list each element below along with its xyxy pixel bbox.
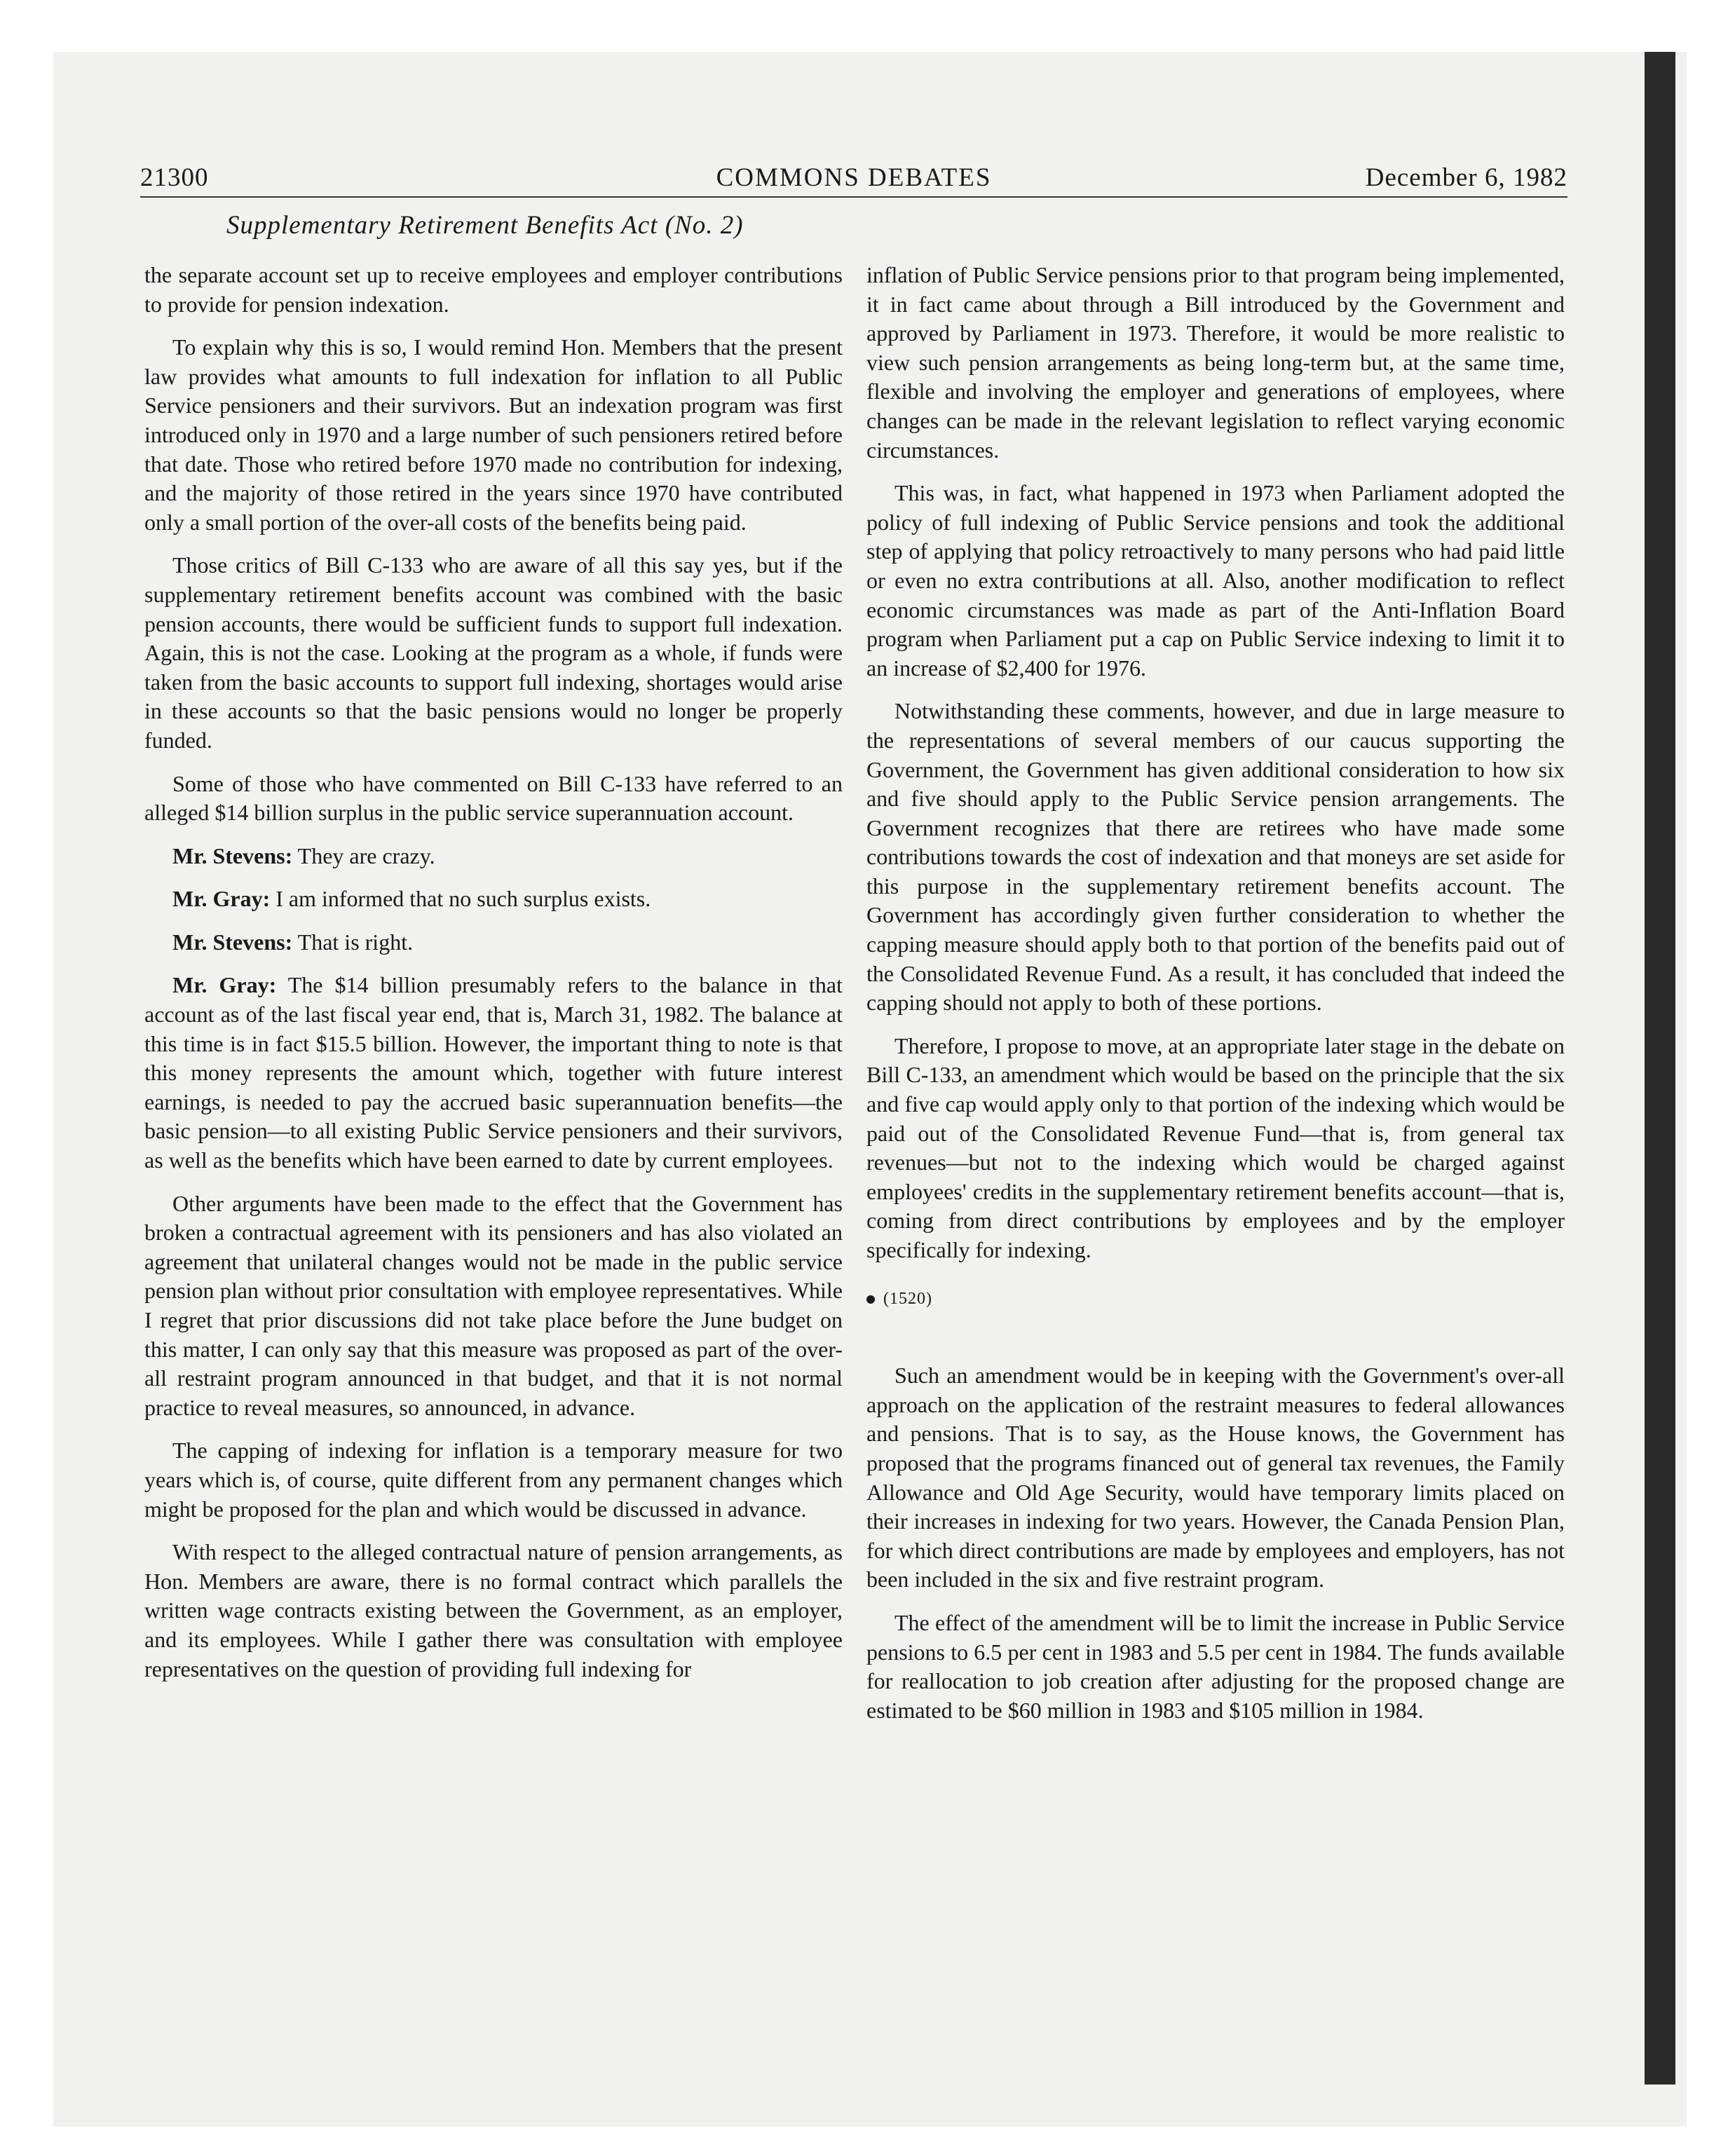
speaker-name: Mr. Stevens: <box>172 842 293 868</box>
speech <box>144 971 843 1175</box>
paragraph: inflation of Public Service pensions prior to that program being implemented, it in fact came about through a Bill introduced by the Government and approved by Parliament in 1973. Therefore, it would be more realistic to view such pension arrangements as being long-term but, at the same time, flexible and involving the employer and generations of employees, where changes can be made in the relevant legislation to reflect varying economic circumstances. <box>866 262 1565 463</box>
interjection <box>144 842 843 871</box>
bullet-icon <box>866 1295 875 1304</box>
right-column <box>866 261 1565 1739</box>
left-column <box>144 261 843 1698</box>
paragraph: Other arguments have been made to the effect that the Government has broken a contractual agreement with its pensioners and has also violated an agreement that unilateral changes would not be made in the public service pension plan without prior consultation with employee representatives. While I regret that prior discussions did not take place before the June budget on this matter, I can only say that this measure was proposed as part of the over-all restraint program announced in that budget, and that it is not normal practice to reveal measures, so announced, in advance. <box>144 1190 843 1420</box>
interjection <box>144 885 843 914</box>
page-header <box>140 163 1567 193</box>
paragraph: The effect of the amendment will be to limit the increase in Public Service pensions to 6.5 per cent in 1983 and 5.5 per cent in 1984. The funds available for reallocation to job creation after adjusting for the proposed change are estimated to be $60 million in 1983 and $105 million in 1984. <box>866 1609 1565 1723</box>
header-date: December 6, 1982 <box>1365 163 1567 192</box>
paragraph: To explain why this is so, I would remind Hon. Members that the present law provides what amounts to full indexation for inflation to all Public Service pensioners and their survivors. But an indexation program was first introduced only in 1970 and a large number of such pensioners retired before that date. Those who retired before 1970 made no contribution for indexing, and the majority of those retired in the years since 1970 have contributed only a small portion of the over-all costs of the benefits being paid. <box>144 334 843 535</box>
paragraph: the separate account set up to receive employees and employer contributions to provide for pension indexation. <box>144 262 843 317</box>
speaker-name: Mr. Gray: <box>172 972 277 998</box>
paragraph: With respect to the alleged contractual nature of pension arrangements, as Hon. Members are aware, there is no formal contract which parallels the written wage contracts existing between the Government, as an employer, and its employees. While I gather there was consultation with employee representatives on the question of providing full indexing for <box>144 1539 843 1681</box>
binding-edge-shadow <box>1645 52 1675 2085</box>
paragraph: Therefore, I propose to move, at an appropriate later stage in the debate on Bill C-133, an amendment which would be based on the principle that the six and five cap would apply only to that portion of the indexing which would be paid out of the Consolidated Revenue Fund—that is, from general tax revenues—but not to the indexing which would be charged against employees' credits in the supplementary retirement benefits account—that is, coming from direct contributions by employees and by the employer specifically for indexing. <box>866 1032 1565 1262</box>
interjection <box>144 928 843 957</box>
paragraph: Notwithstanding these comments, however, and due in large measure to the representations of several members of our caucus supporting the Government, the Government has given additional consideration to how six and five should apply to the Public Service pension arrangements. The Government recognizes that there are retirees who have made some contributions towards the cost of indexation and that moneys are set aside for this purpose in the supplementary retirement benefits account. The Government has accordingly given further consideration to whether the capping measure should apply both to that portion of the benefits paid out of the Consolidated Revenue Fund. As a result, it has concluded that indeed the capping should not apply to both of these portions. <box>866 698 1565 1016</box>
speech-text: They are crazy. <box>297 842 435 868</box>
speech-text: I am informed that no such surplus exists. <box>275 886 651 912</box>
time-marker <box>866 1285 1565 1314</box>
speech-text: The $14 billion presumably refers to the balance in that account as of the last fiscal year end, that is, March 31, 1982. The balance at this time is in fact $15.5 billion. However, the important thing to note is that this money represents the amount which, together with future interest earnings, is needed to pay the accrued basic superannuation benefits—the basic pension—to all existing Public Service pensioners and their survivors, as well as the benefits which have been earned to date by current employees. <box>144 972 843 1173</box>
paragraph: The capping of indexing for inflation is a temporary measure for two years which is, of course, quite different from any permanent changes which might be proposed for the plan and which would be discussed in advance. <box>144 1438 843 1522</box>
paragraph: Some of those who have commented on Bill C-133 have referred to an alleged $14 billion surplus in the public service superannuation account. <box>144 770 843 826</box>
speaker-name: Mr. Gray: <box>172 886 271 912</box>
header-rule <box>140 196 1567 198</box>
paragraph: Such an amendment would be in keeping with the Government's over-all approach on the application of the restraint measures to federal allowances and pensions. That is to say, as the House knows, the Government has proposed that the programs financed out of general tax revenues, the Family Allowance and Old Age Security, would have temporary limits placed on their increases in indexing for two years. However, the Canada Pension Plan, for which direct contributions are made by employees and employers, has not been included in the six and five restraint program. <box>866 1363 1565 1592</box>
paragraph: Those critics of Bill C-133 who are aware of all this say yes, but if the supplementary retirement benefits account was combined with the basic pension accounts, there would be sufficient funds to support full indexation. Again, this is not the case. Looking at the program as a whole, if funds were taken from the basic accounts to support full indexing, shortages would arise in these accounts so that the basic pensions would no longer be properly funded. <box>144 552 843 753</box>
page-number: 21300 <box>140 163 209 192</box>
time-marker-label: (1520) <box>883 1289 932 1308</box>
speaker-name: Mr. Stevens: <box>172 929 293 955</box>
speech-text: That is right. <box>297 929 414 955</box>
paragraph: This was, in fact, what happened in 1973 when Parliament adopted the policy of full indexing of Public Service pensions and took the additional step of applying that policy retroactively to many persons who had paid little or even no extra contributions at all. Also, another modification to reflect economic circumstances was made as part of the Anti-Inflation Board program when Parliament put a cap on Public Service indexing to limit it to an increase of $2,400 for 1976. <box>866 480 1565 681</box>
running-head: Supplementary Retirement Benefits Act (No. 2) <box>226 211 744 240</box>
journal-title: COMMONS DEBATES <box>716 163 992 192</box>
